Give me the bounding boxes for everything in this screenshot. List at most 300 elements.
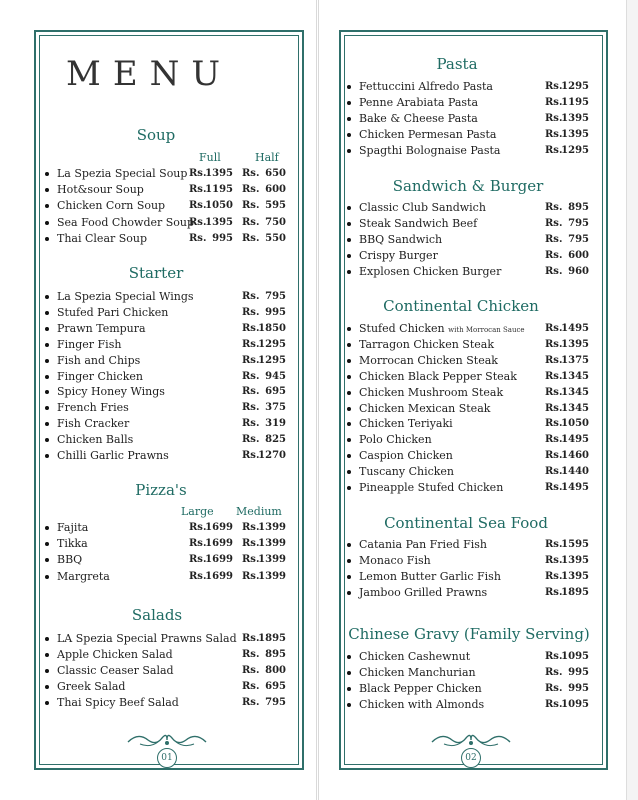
currency-label: Rs. [242, 570, 260, 582]
price-value: 1895 [258, 633, 286, 644]
item-name-text: La Spezia Special Soup [57, 167, 188, 180]
price [242, 432, 286, 448]
currency-label: Rs. [545, 667, 563, 678]
item-name-text: Polo Chicken [359, 433, 432, 447]
currency-label: Rs. [545, 555, 563, 566]
bullet-icon [347, 117, 351, 121]
price [189, 520, 233, 536]
currency-label: Rs. [189, 232, 207, 244]
item-name-text: Chicken Permesan Pasta [359, 127, 497, 141]
menu-item [45, 215, 305, 231]
price-value: 1395 [561, 571, 589, 582]
currency-label: Rs. [545, 96, 563, 108]
item-name-text: Fajita [57, 521, 89, 534]
item-name-text: Jamboo Grilled Prawns [359, 586, 488, 599]
bullet-icon [45, 204, 49, 208]
item-name [359, 665, 476, 681]
ornament-flourish-icon [126, 730, 208, 750]
menu-item [45, 166, 305, 182]
currency-label: Rs. [545, 434, 563, 446]
menu-item [45, 321, 305, 337]
menu-item [45, 353, 305, 369]
item-name [359, 681, 482, 697]
price [545, 321, 589, 337]
price-value: 375 [265, 402, 286, 414]
price [242, 305, 286, 321]
bullet-icon [347, 671, 351, 675]
currency-label: Rs. [545, 233, 563, 245]
bullet-icon [45, 575, 49, 579]
currency-label: Rs. [189, 200, 207, 212]
currency-label: Rs. [242, 681, 260, 692]
price [545, 665, 589, 681]
menu-item [347, 416, 607, 432]
item-name [359, 416, 453, 432]
bullet-icon [347, 543, 351, 547]
bullet-icon [45, 558, 49, 562]
item-name-text: Margreta [57, 569, 110, 583]
bullet-icon [45, 653, 49, 657]
item-name-text: Fettuccini Alfredo Pasta [359, 80, 493, 93]
currency-label: Rs. [545, 217, 563, 229]
bullet-icon [347, 238, 351, 242]
bullet-icon [347, 575, 351, 579]
currency-label: Rs. [242, 554, 260, 566]
currency-label: Rs. [242, 168, 260, 179]
bullet-icon [45, 359, 49, 363]
price [545, 416, 589, 432]
bullet-icon [347, 559, 351, 563]
item-name-text: Morrocan Chicken Steak [359, 353, 498, 367]
price-value: 1050 [561, 418, 589, 430]
menu-item [45, 448, 305, 464]
menu-item [347, 665, 607, 681]
price [545, 216, 589, 232]
currency-label: Rs. [242, 322, 260, 334]
item-name-text: La Spezia Special Wings [57, 290, 194, 303]
item-name [57, 416, 129, 432]
currency-label: Rs. [545, 539, 563, 550]
currency-label: Rs. [545, 699, 563, 710]
bullet-icon [347, 254, 351, 258]
menu-item [45, 432, 305, 448]
menu-item [347, 111, 607, 127]
currency-label: Rs. [242, 354, 260, 366]
price [545, 681, 589, 697]
price [189, 182, 233, 198]
item-name [57, 448, 169, 464]
bullet-icon [347, 343, 351, 347]
price [242, 520, 286, 536]
currency-label: Rs. [242, 450, 260, 461]
item-name-text: Finger Chicken [57, 369, 143, 383]
currency-label: Rs. [242, 697, 260, 708]
item-name [359, 264, 501, 280]
item-name-text: LA Spezia Special Prawns Salad [57, 632, 237, 645]
price-value: 1850 [258, 322, 286, 334]
item-name [57, 289, 194, 305]
item-name-text: Pineapple Stufed Chicken [359, 481, 504, 494]
item-name-text: Finger Fish [57, 337, 122, 351]
menu-item [347, 649, 607, 665]
item-name-text: Apple Chicken Salad [57, 648, 173, 661]
price [242, 679, 286, 695]
price-value: 1895 [561, 587, 589, 598]
item-name-text: Steak Sandwich Beef [359, 216, 478, 230]
price-value: 1440 [561, 466, 589, 478]
menu-item [347, 232, 607, 248]
bullet-icon [347, 222, 351, 226]
menu-item [45, 198, 305, 214]
menu-item [45, 631, 305, 647]
currency-label: Rs. [545, 144, 563, 156]
item-name [57, 384, 165, 400]
item-name [359, 697, 484, 713]
price [242, 337, 286, 353]
price-value: 1395 [561, 112, 589, 124]
price-value: 1195 [205, 184, 233, 196]
menu-item [347, 79, 607, 95]
currency-label: Rs. [545, 128, 563, 140]
menu-item [347, 401, 607, 417]
item-name [57, 400, 129, 416]
item-name [57, 695, 179, 711]
currency-label: Rs. [545, 402, 563, 414]
item-name [359, 337, 494, 353]
price [545, 353, 589, 369]
price-value: 1399 [258, 570, 286, 582]
section-title: Continental Chicken [383, 297, 539, 315]
item-name-text: Crispy Burger [359, 248, 438, 262]
item-name [359, 216, 477, 232]
item-name-text: Tuscany Chicken [359, 465, 455, 479]
price [242, 369, 286, 385]
price [545, 385, 589, 401]
price [242, 695, 286, 711]
currency-label: Rs. [189, 522, 207, 533]
item-name-text: Chicken Cashewnut [359, 650, 471, 663]
bullet-icon [347, 454, 351, 458]
price-value: 1345 [561, 402, 589, 414]
price [189, 231, 233, 247]
item-name-text: Stufed Chicken [359, 322, 445, 335]
bullet-icon [45, 454, 49, 458]
price [545, 337, 589, 353]
price-value: 795 [568, 217, 589, 229]
menu-item [347, 200, 607, 216]
currency-label: Rs. [242, 665, 260, 676]
price-value: 319 [265, 418, 286, 430]
menu-item [45, 569, 305, 585]
item-name-text: French Fries [57, 401, 129, 415]
menu-item [347, 264, 607, 280]
menu-item [45, 552, 305, 568]
item-name-text: Sea Food Chowder Soup [57, 215, 195, 229]
price-value: 550 [265, 232, 286, 244]
item-name [57, 569, 110, 585]
menu-item [347, 569, 607, 585]
currency-label: Rs. [545, 683, 563, 694]
bullet-icon [347, 591, 351, 595]
currency-label: Rs. [545, 386, 563, 398]
price-value: 1395 [205, 216, 233, 228]
price [545, 553, 589, 569]
item-name-text: Fish Cracker [57, 417, 130, 431]
price-value: 1295 [258, 338, 286, 350]
column-header: Medium [236, 505, 282, 518]
menu-item [347, 353, 607, 369]
price [545, 464, 589, 480]
currency-label: Rs. [189, 538, 207, 550]
currency-label: Rs. [545, 354, 563, 366]
price-value: 1295 [561, 144, 589, 156]
price [242, 182, 286, 198]
bullet-icon [347, 486, 351, 490]
price-value: 1399 [258, 522, 286, 533]
currency-label: Rs. [545, 418, 563, 430]
menu-item [45, 663, 305, 679]
price [545, 79, 589, 95]
bullet-icon [347, 133, 351, 137]
price-value: 1699 [205, 522, 233, 533]
menu-item [347, 537, 607, 553]
bullet-icon [45, 390, 49, 394]
currency-label: Rs. [189, 216, 207, 228]
price-value: 795 [265, 697, 286, 708]
price-value: 1495 [561, 482, 589, 493]
page-number-right: 02 [461, 748, 481, 768]
currency-label: Rs. [242, 522, 260, 533]
item-name [57, 321, 146, 337]
bullet-icon [347, 85, 351, 89]
currency-label: Rs. [545, 249, 563, 261]
section-title: Continental Sea Food [384, 514, 548, 532]
currency-label: Rs. [242, 370, 260, 382]
item-name-text: Chicken Balls [57, 433, 134, 447]
price-value: 1395 [561, 128, 589, 140]
price-value: 1699 [205, 538, 233, 550]
currency-label: Rs. [242, 434, 260, 446]
price [545, 232, 589, 248]
currency-label: Rs. [545, 571, 563, 582]
menu-item [45, 520, 305, 536]
item-name [57, 679, 125, 695]
price-value: 600 [265, 184, 286, 196]
price-value: 825 [265, 434, 286, 446]
menu-item [45, 679, 305, 695]
item-name [359, 585, 487, 601]
item-note: with Morrocan Sauce [448, 326, 525, 334]
currency-label: Rs. [242, 402, 260, 414]
bullet-icon [45, 422, 49, 426]
currency-label: Rs. [545, 651, 563, 662]
item-name-text: Prawn Tempura [57, 321, 146, 335]
price [242, 631, 286, 647]
currency-label: Rs. [189, 554, 207, 566]
price-value: 795 [568, 233, 589, 245]
item-name [359, 464, 454, 480]
price-value: 1295 [561, 81, 589, 92]
price [545, 248, 589, 264]
bullet-icon [45, 327, 49, 331]
bullet-icon [45, 542, 49, 546]
menu-item [45, 289, 305, 305]
item-name-text: Spagthi Bolognaise Pasta [359, 143, 501, 157]
menu-item [45, 231, 305, 247]
currency-label: Rs. [242, 200, 260, 212]
menu-item [347, 432, 607, 448]
price [189, 215, 233, 231]
item-name-text: Greek Salad [57, 680, 126, 693]
currency-label: Rs. [545, 265, 563, 277]
currency-label: Rs. [545, 370, 563, 382]
price-value: 995 [265, 306, 286, 318]
bullet-icon [347, 375, 351, 379]
currency-label: Rs. [545, 466, 563, 478]
bullet-icon [45, 295, 49, 299]
bullet-icon [45, 188, 49, 192]
item-name [57, 520, 88, 536]
price [545, 143, 589, 159]
menu-item [347, 448, 607, 464]
price-value: 1395 [561, 338, 589, 350]
price-value: 1345 [561, 386, 589, 398]
currency-label: Rs. [545, 450, 563, 462]
price-value: 1345 [561, 370, 589, 382]
price-value: 800 [265, 665, 286, 676]
menu-item [347, 385, 607, 401]
price [242, 321, 286, 337]
price-value: 1460 [561, 450, 589, 462]
price-value: 1375 [561, 354, 589, 366]
price-value: 1495 [561, 434, 589, 446]
ornament-flourish-icon [430, 730, 512, 750]
currency-label: Rs. [545, 338, 563, 350]
item-name [359, 143, 501, 159]
item-name-text: Catania Pan Fried Fish [359, 538, 487, 551]
price-value: 995 [568, 667, 589, 678]
item-name-text: Chicken Teriyaki [359, 417, 453, 431]
item-name-text: Chicken Black Pepper Steak [359, 369, 517, 383]
currency-label: Rs. [189, 184, 207, 196]
price [242, 215, 286, 231]
item-name [57, 231, 147, 247]
currency-label: Rs. [242, 633, 260, 644]
item-name [57, 432, 133, 448]
item-name [359, 401, 490, 417]
price [545, 697, 589, 713]
price [545, 200, 589, 216]
price [242, 416, 286, 432]
item-name [359, 537, 487, 553]
currency-label: Rs. [242, 291, 260, 302]
bullet-icon [45, 526, 49, 530]
item-name [359, 95, 478, 111]
section-title: Chinese Gravy (Family Serving) [348, 625, 590, 643]
menu-item [347, 95, 607, 111]
section-title: Pizza's [135, 481, 187, 499]
bullet-icon [347, 359, 351, 363]
menu-item [347, 464, 607, 480]
menu-item [45, 416, 305, 432]
price-value: 1195 [561, 96, 589, 108]
bullet-icon [347, 703, 351, 707]
bullet-icon [347, 270, 351, 274]
price-value: 960 [568, 265, 589, 277]
item-name [57, 215, 194, 231]
price [545, 264, 589, 280]
menu-item [347, 369, 607, 385]
bullet-icon [347, 206, 351, 210]
price [545, 569, 589, 585]
currency-label: Rs. [242, 338, 260, 350]
price-value: 895 [265, 649, 286, 660]
currency-label: Rs. [189, 168, 207, 179]
price [545, 369, 589, 385]
bullet-icon [347, 655, 351, 659]
price [242, 647, 286, 663]
price-value: 995 [568, 683, 589, 694]
item-name [57, 198, 165, 214]
bullet-icon [347, 149, 351, 153]
currency-label: Rs. [242, 306, 260, 318]
item-name [57, 552, 82, 568]
item-name [359, 553, 431, 569]
section-title: Pasta [436, 55, 478, 73]
price [545, 95, 589, 111]
bullet-icon [45, 375, 49, 379]
item-name-text: Chicken Mushroom Steak [359, 385, 504, 399]
price [545, 432, 589, 448]
price-value: 1399 [258, 538, 286, 550]
price [189, 198, 233, 214]
item-name [57, 305, 168, 321]
item-name [57, 631, 237, 647]
item-name [359, 369, 517, 385]
price [545, 537, 589, 553]
bullet-icon [347, 438, 351, 442]
currency-label: Rs. [545, 81, 563, 92]
bullet-icon [347, 391, 351, 395]
price [242, 400, 286, 416]
item-name-text: Classic Club Sandwich [359, 201, 486, 214]
price-value: 1270 [258, 450, 286, 461]
bullet-icon [45, 438, 49, 442]
item-name [359, 127, 496, 143]
item-name-text: Chicken Manchurian [359, 666, 476, 679]
price-value: 1050 [205, 200, 233, 212]
price [545, 585, 589, 601]
item-name-text: Stufed Pari Chicken [57, 305, 169, 319]
item-name-text: Chilli Garlic Prawns [57, 449, 169, 462]
menu-item [45, 305, 305, 321]
item-name [359, 200, 486, 216]
price-value: 1595 [561, 539, 589, 550]
price [189, 536, 233, 552]
price [545, 480, 589, 496]
price [242, 448, 286, 464]
currency-label: Rs. [242, 216, 260, 228]
item-name [57, 182, 144, 198]
currency-label: Rs. [189, 570, 207, 582]
price [545, 649, 589, 665]
item-name [359, 448, 453, 464]
item-name [359, 321, 525, 338]
price [242, 536, 286, 552]
item-name-text: Bake & Cheese Pasta [359, 111, 478, 125]
menu-item [45, 647, 305, 663]
item-name [57, 647, 173, 663]
